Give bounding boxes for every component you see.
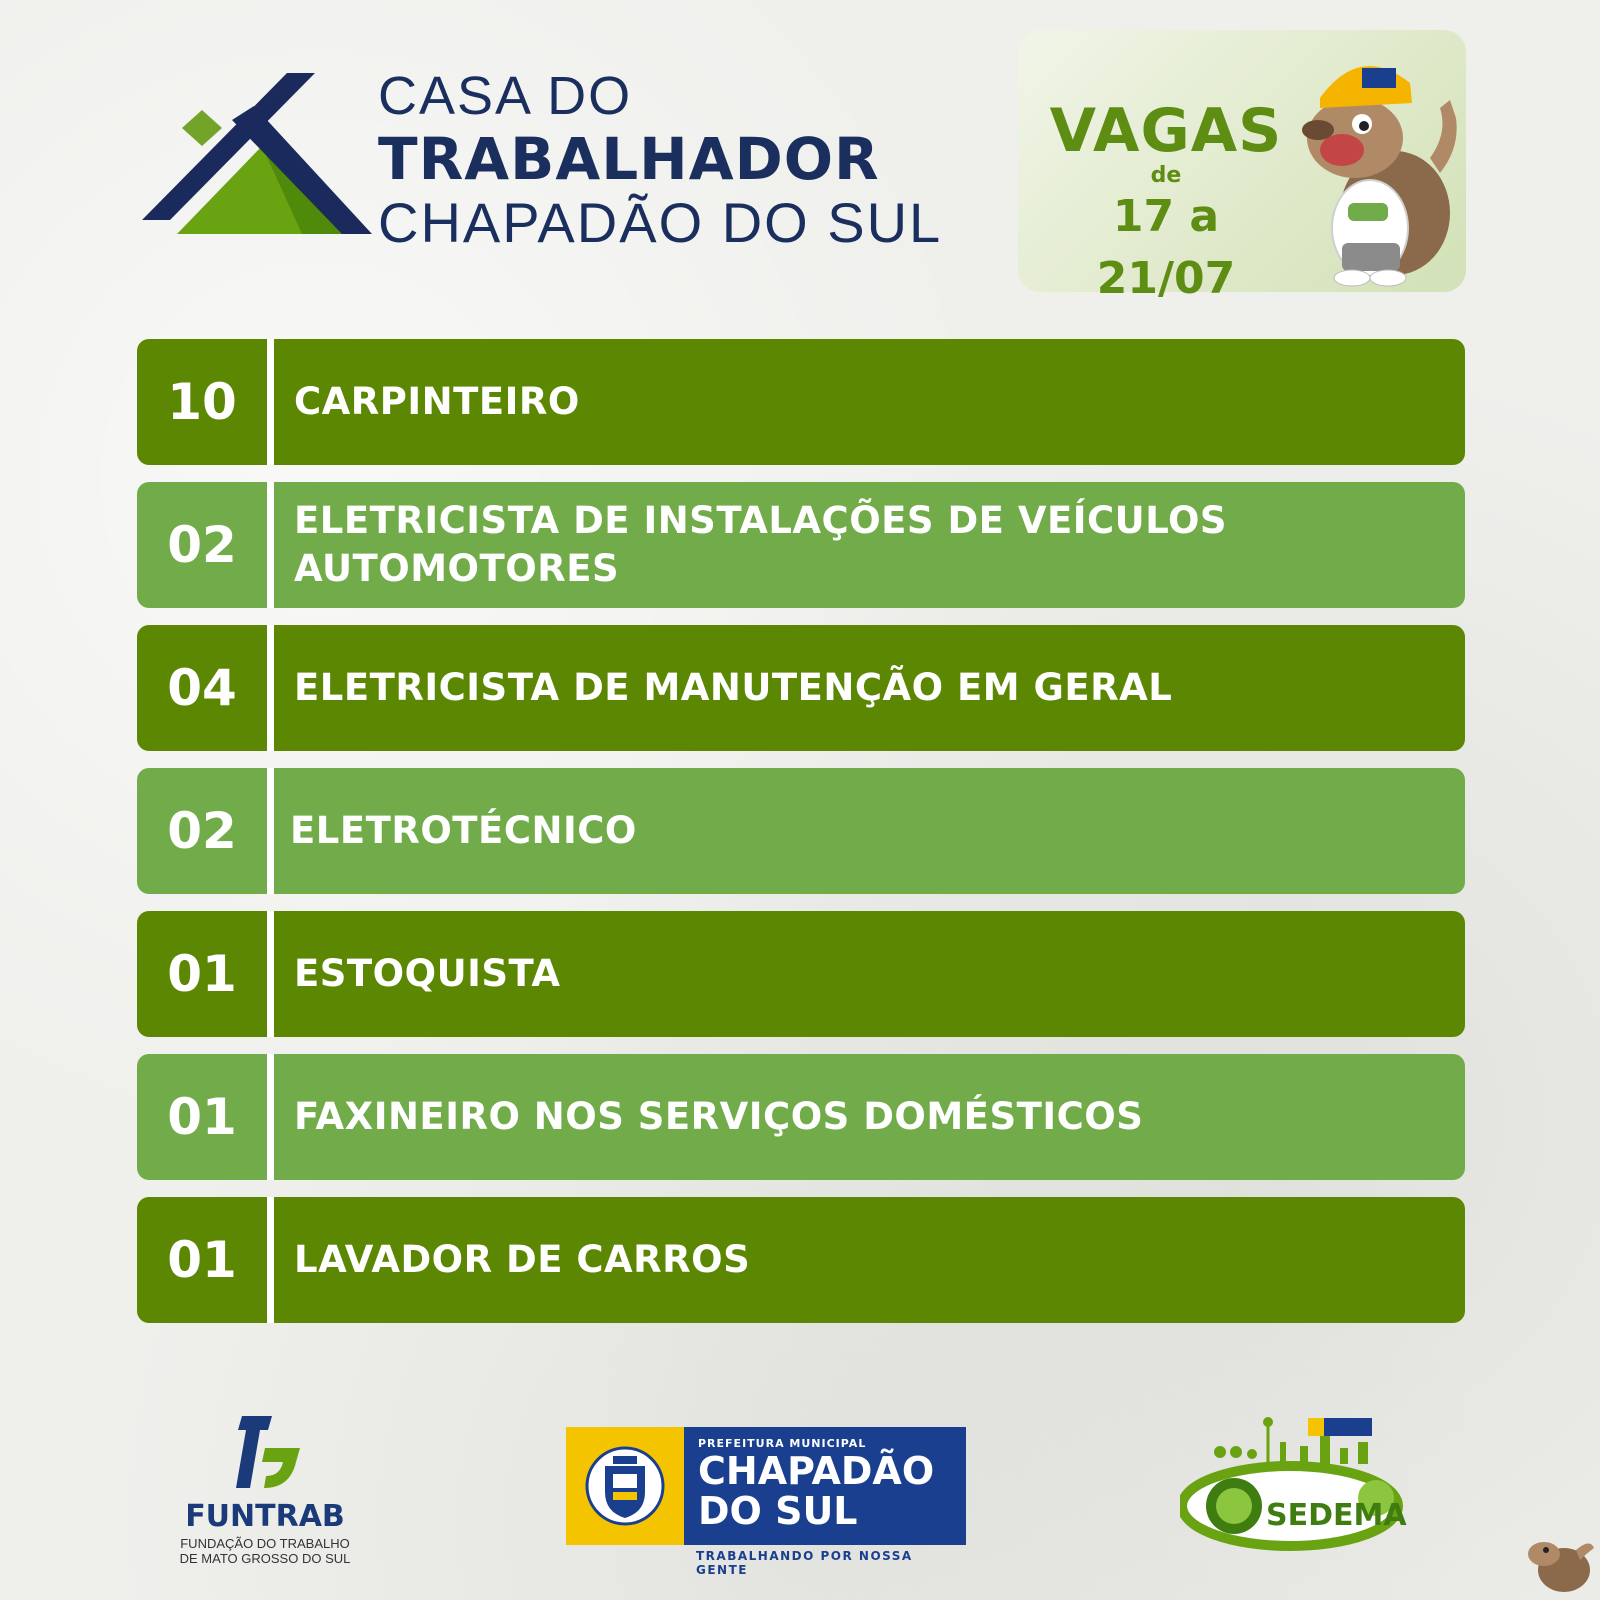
title-line-1: CASA DO (378, 66, 633, 126)
coat-of-arms-panel (566, 1427, 684, 1545)
list-item (137, 911, 1465, 1037)
list-item (137, 482, 1465, 608)
casa-do-trabalhador-logo-icon (142, 68, 372, 243)
prefeitura-name-line-1: CHAPADÃO (698, 1449, 935, 1493)
job-list (137, 339, 1465, 1340)
vagas-label: VAGAS (1049, 96, 1283, 166)
job-title: ESTOQUISTA (294, 952, 561, 995)
sedema-logo-icon (1180, 1414, 1420, 1564)
row-divider (267, 625, 274, 751)
title-line-3: CHAPADÃO DO SUL (378, 191, 943, 254)
vagas-heading (1040, 96, 1292, 310)
vacancy-count: 02 (167, 802, 237, 860)
list-item (137, 625, 1465, 751)
list-item (137, 1197, 1465, 1323)
vagas-date-range: 17 a 21/07 (1096, 191, 1236, 304)
sedema-logo (1180, 1414, 1420, 1564)
job-title: ELETRICISTA DE MANUTENÇÃO EM GERAL (294, 666, 1173, 709)
vacancy-count: 10 (167, 373, 237, 431)
vagas-de-label: de (1150, 163, 1182, 188)
row-divider (267, 768, 274, 894)
prefeitura-tagline: TRABALHANDO POR NOSSA GENTE (696, 1549, 913, 1577)
row-divider (267, 1197, 274, 1323)
chapadao-coat-of-arms-icon (583, 1444, 667, 1528)
list-item (137, 339, 1465, 465)
job-title: FAXINEIRO NOS SERVIÇOS DOMÉSTICOS (294, 1095, 1144, 1138)
armadillo-mascot-icon (1300, 38, 1460, 290)
job-title: CARPINTEIRO (294, 380, 580, 423)
funtrab-sub-line-2: DE MATO GROSSO DO SUL (179, 1551, 351, 1566)
prefeitura-logo (566, 1427, 966, 1577)
prefeitura-name-line-2: DO SUL (698, 1489, 858, 1533)
job-title: ELETRICISTA DE INSTALAÇÕES DE VEÍCULOS AUTOMOTORES (294, 499, 1228, 590)
vacancy-count: 01 (167, 945, 237, 1003)
vacancy-count: 01 (167, 1088, 237, 1146)
row-divider (267, 911, 274, 1037)
funtrab-name: FUNTRAB (185, 1499, 345, 1534)
title-line-2: TRABALHADOR (378, 125, 880, 193)
vacancy-count: 01 (167, 1231, 237, 1289)
vacancy-count: 02 (167, 516, 237, 574)
row-divider (267, 482, 274, 608)
vacancy-count: 04 (167, 659, 237, 717)
row-divider (267, 339, 274, 465)
list-item (137, 768, 1465, 894)
funtrab-logo (172, 1408, 358, 1566)
job-title: LAVADOR DE CARROS (294, 1238, 751, 1281)
job-title: ELETROTÉCNICO (290, 809, 637, 852)
armadillo-mascot-icon (1520, 1520, 1598, 1598)
prefeitura-small-label: PREFEITURA MUNICIPAL (698, 1437, 867, 1450)
sedema-name: SEDEMA (1266, 1498, 1407, 1533)
page-title (378, 62, 942, 254)
list-item (137, 1054, 1465, 1180)
row-divider (267, 1054, 274, 1180)
funtrab-logo-icon (220, 1408, 310, 1498)
funtrab-sub-line-1: FUNDAÇÃO DO TRABALHO (180, 1536, 350, 1551)
